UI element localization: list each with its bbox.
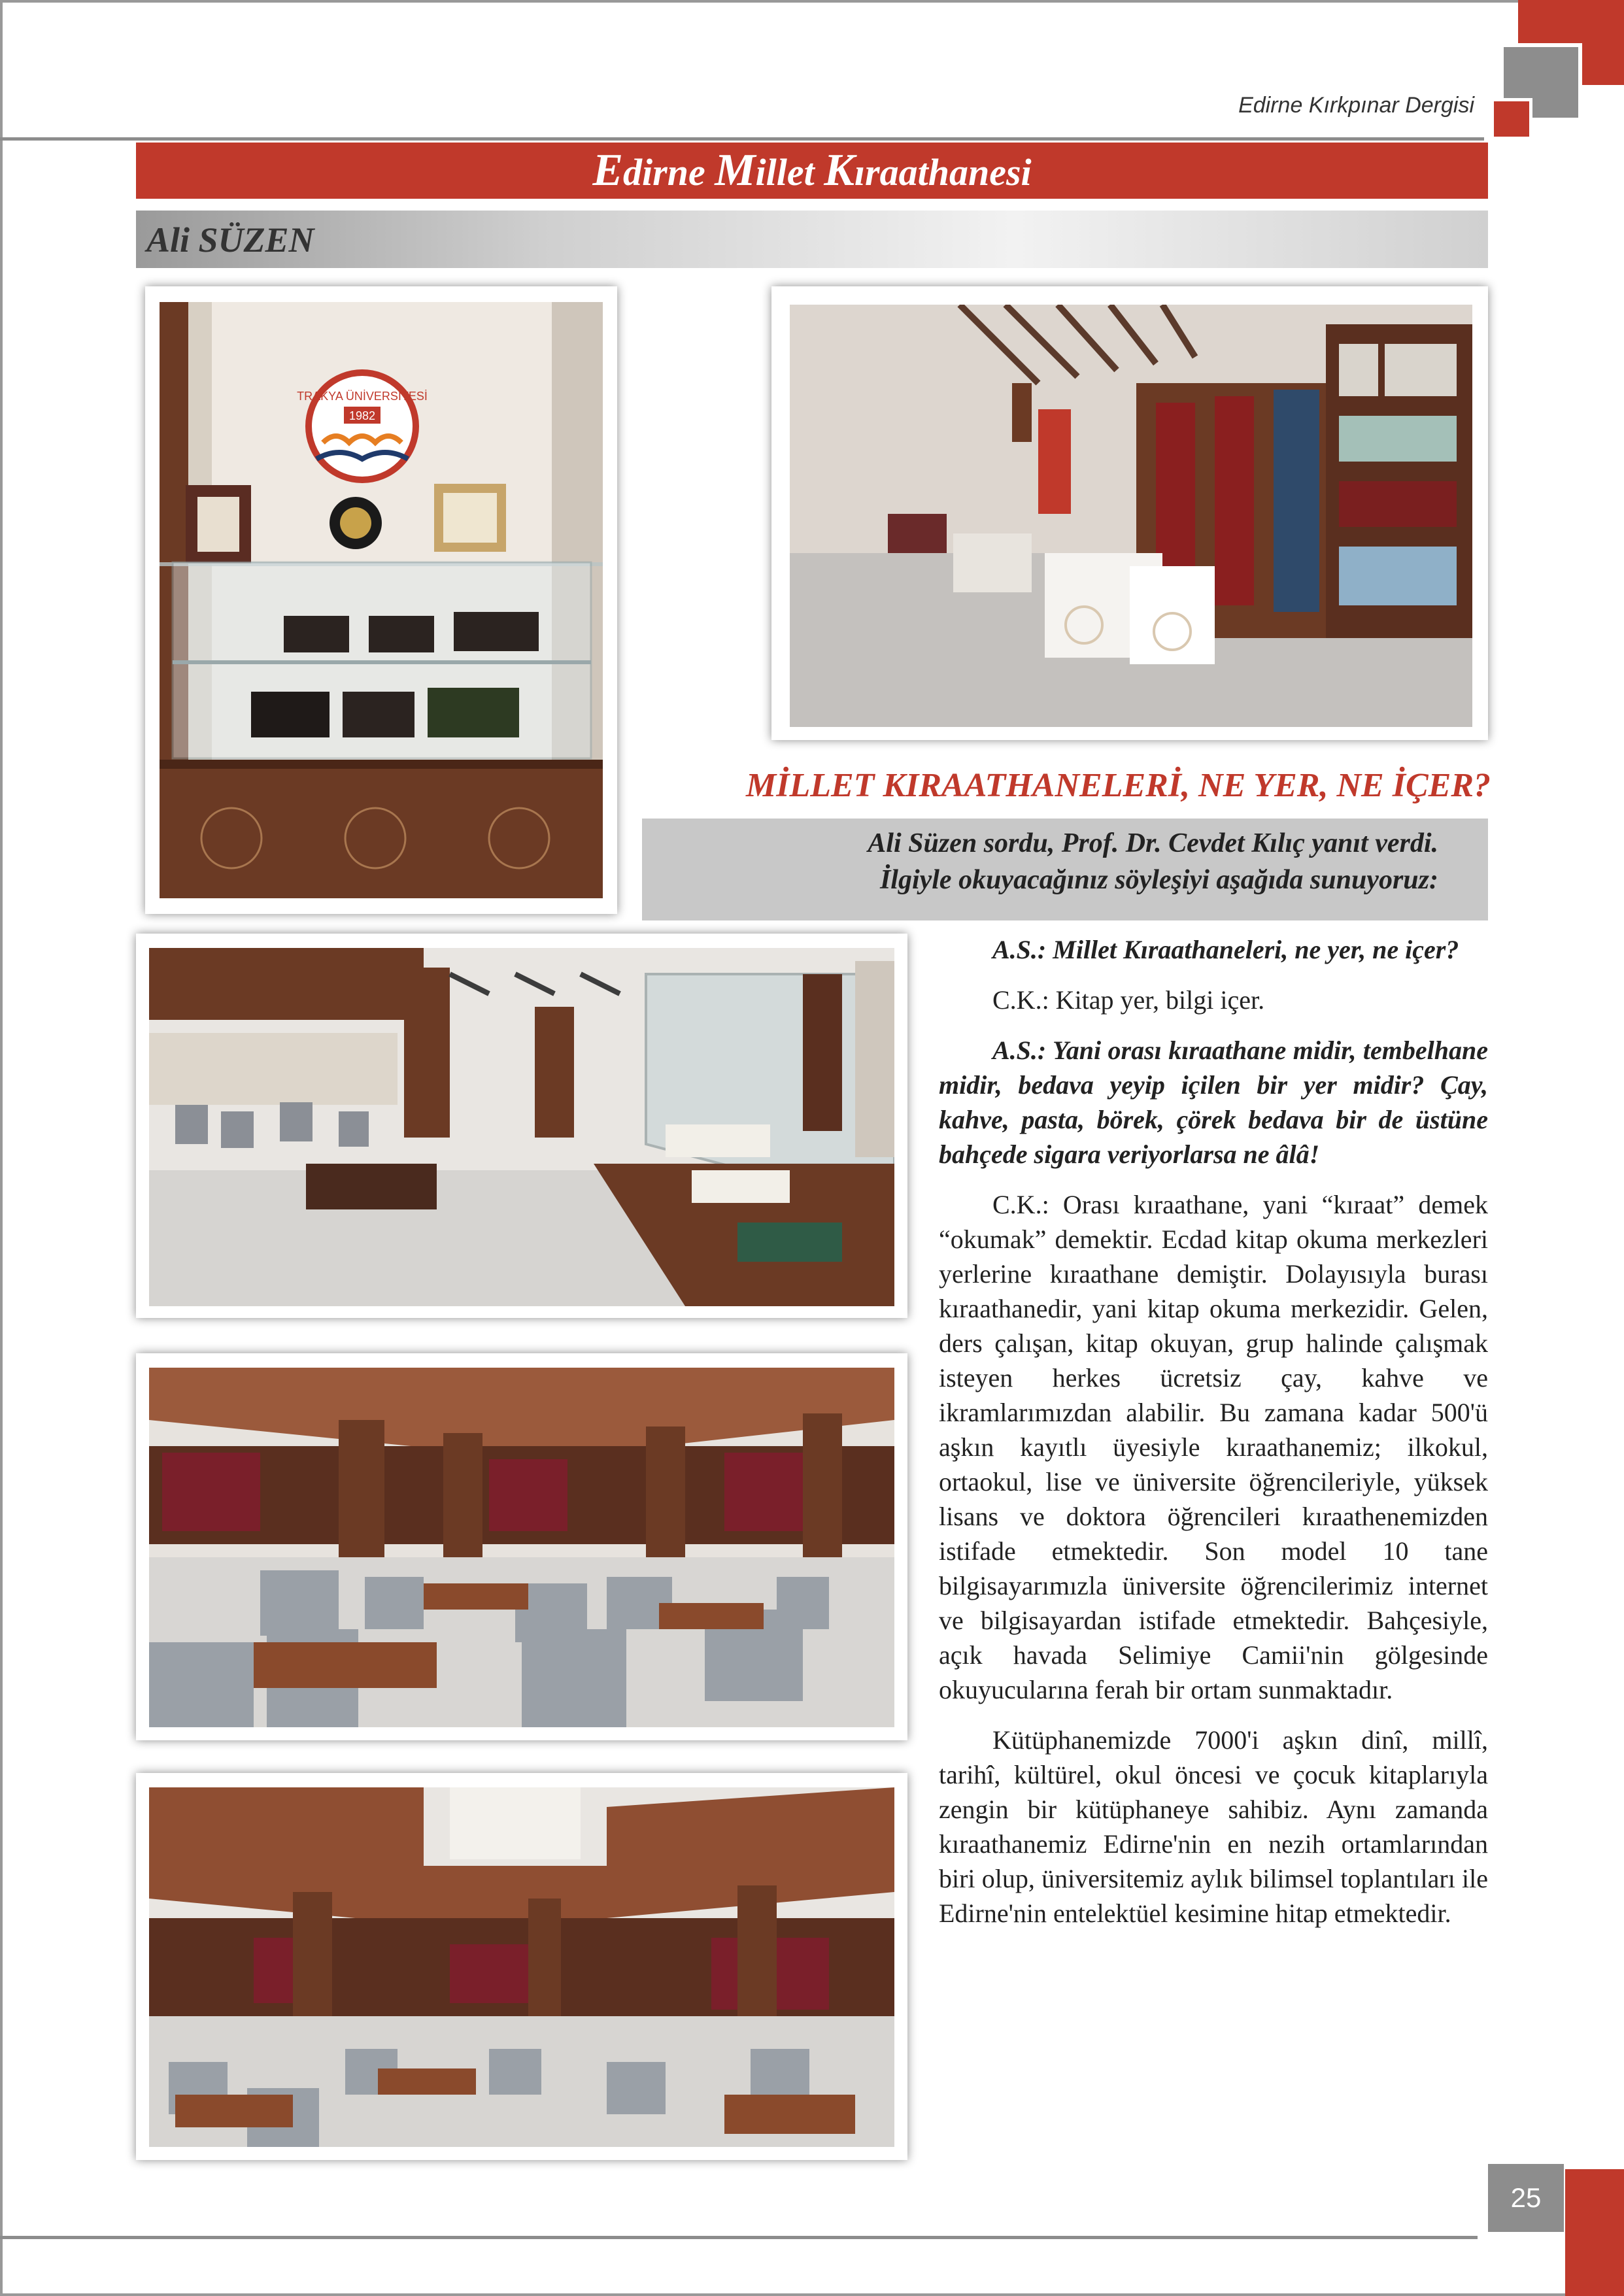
logo-year: 1982: [348, 409, 376, 422]
answer-1: C.K.: Kitap yer, bilgi içer.: [992, 985, 1265, 1015]
footer-decoration-red: [1565, 2169, 1624, 2296]
question-2: A.S.: Yani orası kıraathane midir, tembelhane midir, bedava yeyip içilen bir yer midir? Çay, kahve, pasta, börek, çörek bedava bir de üstüne bahçede sigara veriyorlarsa ne âlâ!: [939, 1036, 1488, 1169]
intro-line-1: Ali Süzen sordu, Prof. Dr. Cevdet Kılıç yanıt verdi.: [868, 828, 1438, 858]
author-bar: [136, 211, 1488, 268]
answer-2: C.K.: Orası kıraathane, yani “kıraat” demek “okumak” demektir. Ecdad kitap okuma merkezleri yerlerine kıraathane demiştir. Dolayısıyla burası kıraathanedir, yani kitap okuma merkezidir. Gelen, ders çalışan, kitap okuyan, grup halinde çalışmak isteyen herkes ücretsiz çay, kahve ve ikramlarımızdan alabilir. Bu zamana kadar 500'ü aşkın kayıtlı üyesiyle kıraathanemiz; ilkokul, ortaokul, lise ve üniversite öğrencileriyle, yüksek lisans ve doktora öğrencileri kıraathenemizden istifade etmektedir. Son model 10 tane bilgisayarımızla üniversite öğrencilerimiz internet ve bilgisayardan istifade etmektedir. Bahçesiyle, açık havada Selimiye Camii'nin gölgesinde okuyucularına ferah bir ortam sunmaktadır.: [939, 1190, 1488, 1704]
photo-atrium: [136, 1773, 907, 2160]
article-title-text: Edirne Millet Kıraathanesi: [592, 145, 1032, 195]
intro-line-2: İlgiyle okuyacağınız söyleşiyi aşağıda sunuyoruz:: [879, 865, 1438, 895]
logo-ring-text: TRAKYA ÜNİVERSİTESİ: [297, 390, 428, 403]
page-border-top: [0, 0, 1523, 3]
page-number: 25: [1488, 2164, 1564, 2232]
author-name: Ali SÜZEN: [146, 220, 314, 260]
intro-text: [654, 825, 1438, 898]
header-rule: [0, 137, 1484, 141]
page-border-bottom: [0, 2293, 1624, 2296]
journal-name: Edirne Kırkpınar Dergisi: [1238, 93, 1474, 118]
article-body: [939, 932, 1488, 1946]
photo-bookshelves: [771, 286, 1488, 740]
photo-reading-tables: [136, 1353, 907, 1740]
page-border-left: [0, 0, 3, 2296]
question-1: A.S.: Millet Kıraathaneleri, ne yer, ne içer?: [992, 935, 1459, 964]
article-title: [136, 143, 1488, 199]
photo-atrium-image: [149, 1787, 894, 2147]
footer-rule: [0, 2236, 1478, 2239]
corner-decoration-small-red: [1491, 98, 1532, 140]
answer-3: Kütüphanemizde 7000'i aşkın dinî, millî, tarihî, kültürel, okul öncesi ve çocuk kitaplarıyla zengin bir kütüphaneye sahibiz. Aynı zamanda kıraathanemiz Edirne'nin en nezih ortamlarından biri olup, üniversitemiz aylık bilimsel toplantıları ile Edirne'nin entelektüel kesimine hitap etmektedir.: [939, 1725, 1488, 1928]
photo-reading-hall-entrance-image: [149, 948, 894, 1306]
photo-reading-tables-image: [149, 1368, 894, 1727]
photo-display-cabinet: [145, 286, 617, 914]
interview-headline: MİLLET KIRAATHANELERİ, NE YER, NE İÇER?: [746, 767, 1491, 804]
photo-bookshelves-image: [790, 305, 1472, 727]
photo-display-cabinet-image: [160, 302, 603, 898]
photo-reading-hall-entrance: [136, 934, 907, 1318]
